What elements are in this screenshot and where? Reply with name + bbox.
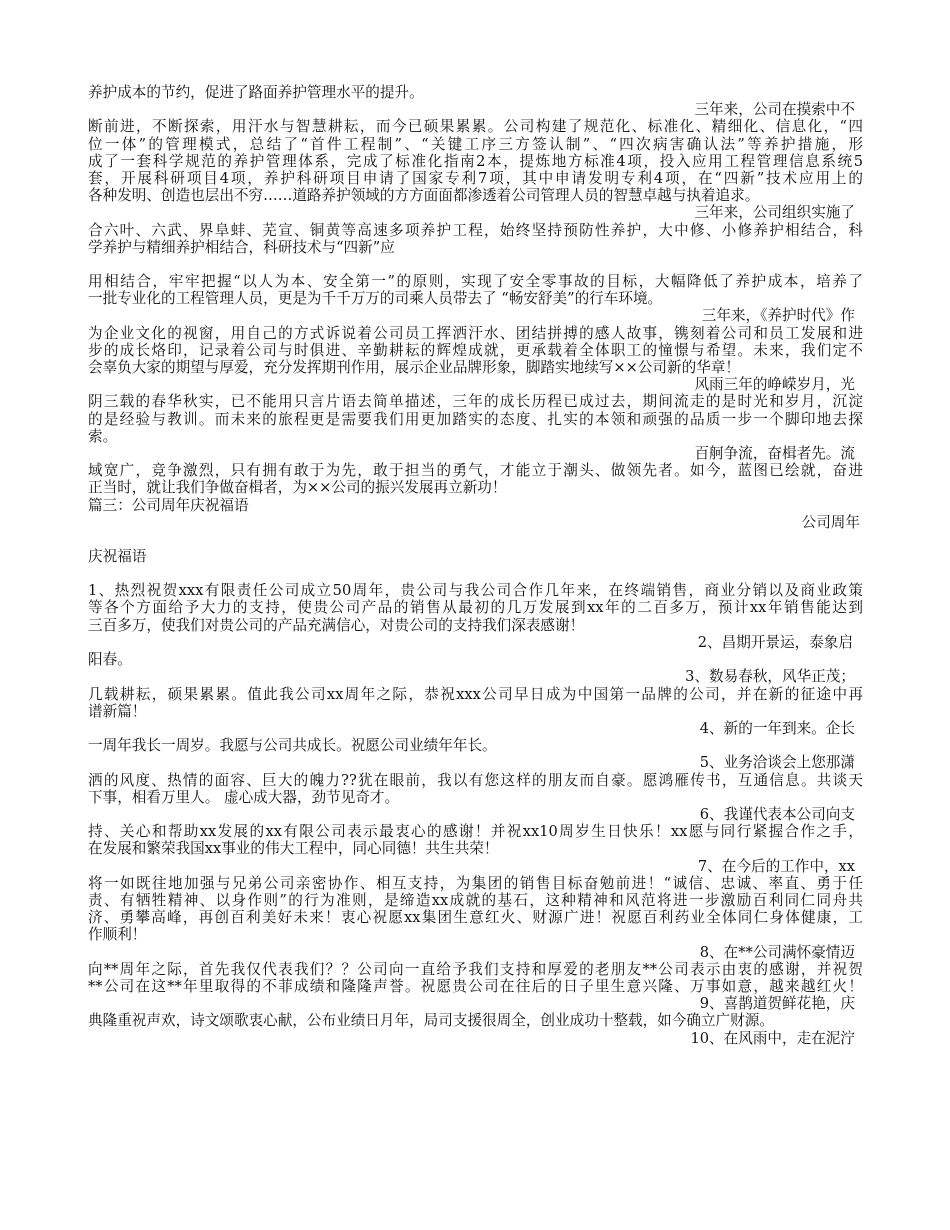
list-item-line: 向**周年之际，首先我仅代表我们？？公司向一直给予我们支持和厚爱的老朋友**公司表示由衷的感谢，并祝贺 [88,960,863,978]
list-item-line: 3、数易春秋，风华正茂； [685,668,855,686]
list-item-line: 阳春。 [88,651,132,669]
text-line: 阴三载的春华秋实，已不能用只言片语去简单描述，三年的成长历程已成过去，期间流走的是时光和岁月，沉淀 [88,393,863,411]
list-item-line: 三百多万，使我们对贵公司的产品充满信心，对贵公司的支持我们深表感谢！ [88,616,585,634]
text-line: 步的成长烙印，记录着公司与时俱进、辛勤耕耘的辉煌成就，更承载着全体职工的憧憬与希望。未来，我们定不 [88,341,863,359]
text-line: 成了一套科学规范的养护管理体系，完成了标准化指南2本，提炼地方标准4项，投入应用工程管理信息系统5 [88,152,863,170]
text-line: 位一体”的管理模式，总结了“首件工程制”、“关键工序三方签认制”、“四次病害确认法”等养护措施，形 [88,135,863,153]
text-line: 会辜负大家的期望与厚爱，充分发挥期刊作用，展示企业品牌形象，脚踏实地续写××公司新的华章！ [88,359,740,377]
title-line: 公司周年 [801,513,860,531]
title-line: 庆祝福语 [88,548,147,566]
list-item-line: 持、关心和帮助xx发展的xx有限公司表示最衷心的感谢！并祝xx10周岁生日快乐！xx愿与同行紧握合作之手， [88,823,863,841]
text-line: 索。 [88,427,118,445]
text-line: 套，开展科研项目4项，养护科研项目申请了国家专利7项，其中申请发明专利4项，在“四新”技术应用上的 [88,170,863,188]
text-line: 三年来，《养护时代》作 [701,307,855,325]
text-line: 学养护与精细养护相结合，科研技术与“四新”应 [88,238,395,256]
list-item-line: 1、热烈祝贺xxx有限责任公司成立50周年，贵公司与我公司合作几年来，在终端销售，商业分销以及商业政策 [88,582,863,600]
text-line: 域宽广，竞争激烈，只有拥有敢于为先，敢于担当的勇气，才能立于潮头、做领先者。如今，蓝图已绘就，奋进 [88,462,863,480]
list-item-line: 洒的风度、热情的面容、巨大的魄力??犹在眼前，我以有您这样的朋友而自豪。愿鸿雁传书，互通信息。共谈天 [88,771,863,789]
paragraph-gap [88,531,863,548]
list-item-line: 5、业务洽谈会上您那潇 [699,754,855,772]
list-item-line: 6、我谨代表本公司向支 [699,805,855,823]
list-item-line: 在发展和繁荣我国xx事业的伟大工程中，同心同德！共生共荣！ [88,840,499,858]
list-item-line: 作顺利！ [88,926,147,944]
list-item-line: **公司在这**年里取得的不菲成绩和隆隆声誉。祝愿贵公司在往后的日子里生意兴隆、万事如意，越来越红火！ [88,977,863,995]
text-line: 合六叶、六武、界阜蚌、芜宣、铜黄等高速多项养护工程，始终坚持预防性养护，大中修、小修养护相结合，科 [88,221,863,239]
text-line: 养护成本的节约，促进了路面养护管理水平的提升。 [88,84,424,101]
list-item-line: 典隆重祝声欢，诗文颂歌衷心献，公布业绩日月年，局司支援很周全，创业成功十整载，如今确立广财源。 [88,1012,774,1030]
text-line: 各种发明、创造也层出不穷……道路养护领域的方方面面都渗透着公司管理人员的智慧卓越与执着追求。 [88,187,760,205]
list-item-line: 谱新篇！ [88,702,147,720]
list-item-line: 7、在今后的工作中，xx [697,857,855,875]
list-item-line: 2、昌期开景运，泰象启 [697,633,853,651]
list-item-line: 下事，相看万里人。 虚心成大器，劲节见奇才。 [88,788,400,806]
list-item-line: 等各个方面给予大力的支持，使贵公司产品的销售从最初的几万发展到xx年的二百多万，预计xx年销售能达到 [88,599,863,617]
list-item-line: 责、有牺牲精神、以身作则”的行为准则，是缔造xx成就的基石，这种精神和风范将进一步激励百利同仁同舟共 [88,891,863,909]
paragraph-gap [88,565,863,582]
list-item-line: 4、新的一年到来。企长 [699,719,855,737]
text-line: 一批专业化的工程管理人员，更是为千千万万的司乘人员带去了 “畅安舒美”的行车环境。 [88,290,663,308]
list-item-line: 济、勇攀高峰，再创百利美好未来！衷心祝愿xx集团生意红火、财源广进！祝愿百利药业全体同仁身体健康，工 [88,909,863,927]
list-item-line: 10、在风雨中，走在泥泞 [690,1029,855,1047]
list-item-line: 几载耕耘，硕果累累。值此我公司xx周年之际，恭祝xxx公司早日成为中国第一品牌的公司，并在新的征途中再 [88,685,863,703]
text-line: 用相结合，牢牢把握“以人为本、安全第一”的原则，实现了安全零事故的目标，大幅降低了养护成本，培养了 [88,273,863,291]
list-item-line: 9、喜鹊道贺鲜花艳，庆 [699,995,855,1013]
text-line: 三年来，公司组织实施了 [694,204,855,222]
paragraph-gap [88,256,863,273]
text-line: 正当时，就让我们争做奋楫者，为××公司的振兴发展再立新功！ [88,479,507,497]
list-item-line: 8、在**公司满怀豪情迈 [699,943,855,961]
text-line: 为企业文化的视窗，用自己的方式诉说着公司员工挥洒汗水、团结拼搏的感人故事，镌刻着公司和员工发展和进 [88,324,863,342]
text-line: 断前进，不断探索，用汗水与智慧耕耘，而今已硕果累累。公司构建了规范化、标准化、精细化、信息化，“四 [88,118,863,136]
text-line: 的是经验与教训。而未来的旅程更是需要我们用更加踏实的态度、扎实的本领和顽强的品质一步一个脚印地去探 [88,410,863,428]
document-page [88,84,863,1047]
text-line: 三年来，公司在摸索中不 [694,101,855,119]
text-line: 风雨三年的峥嵘岁月，光 [694,376,855,394]
text-line: 百舸争流，奋楫者先。流 [694,445,855,463]
section-heading: 篇三：公司周年庆祝福语 [88,496,249,514]
list-item-line: 将一如既往地加强与兄弟公司亲密协作、相互支持，为集团的销售目标奋勉前进！“诚信、忠诚、率直、勇于任 [88,874,863,892]
list-item-line: 一周年我长一周岁。我愿与公司共成长。祝愿公司业绩年年长。 [88,737,497,755]
